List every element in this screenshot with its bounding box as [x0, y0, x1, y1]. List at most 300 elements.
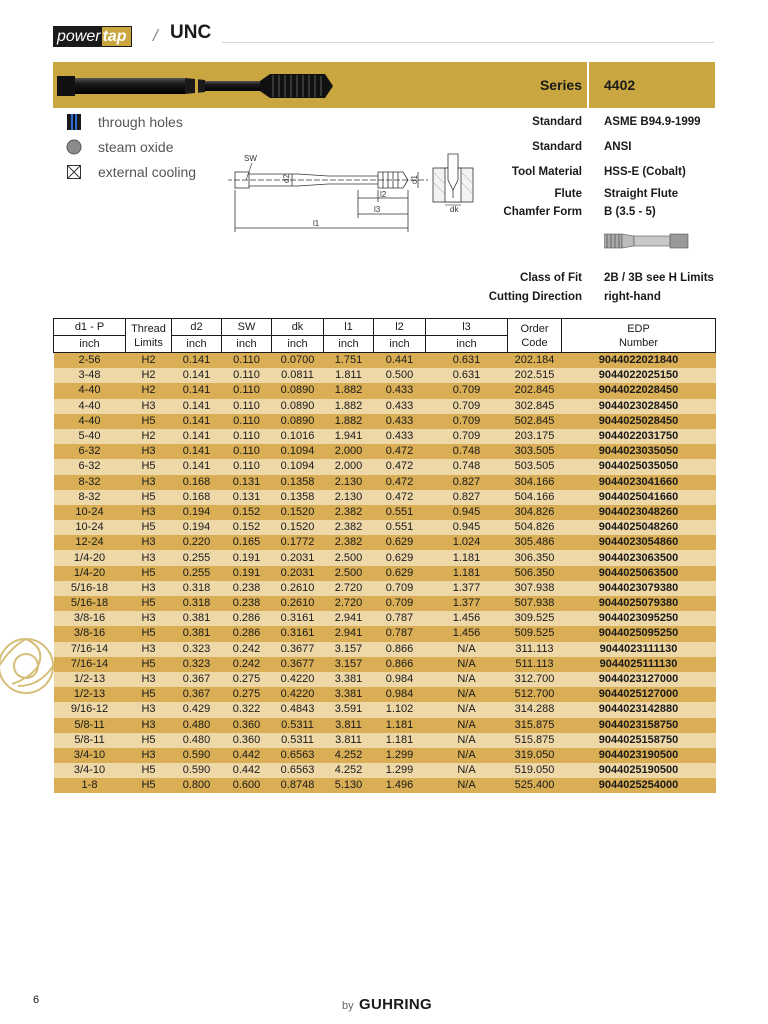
cell-l2: 0.866 [374, 642, 426, 657]
cell-l1: 2.130 [324, 475, 374, 490]
table-row [54, 429, 716, 444]
cell-d1p: 3/8-16 [54, 611, 126, 626]
cell-sw: 0.275 [222, 672, 272, 687]
cell-sw: 0.191 [222, 566, 272, 581]
col-header-d1p: d1 - P [54, 319, 126, 336]
col-unit-dk: inch [272, 336, 324, 353]
cell-l2: 0.787 [374, 626, 426, 641]
cell-l3: N/A [426, 733, 508, 748]
table-row [54, 368, 716, 383]
cell-thread-limit: H2 [126, 353, 172, 369]
cell-dk: 0.0890 [272, 399, 324, 414]
cell-l2: 1.496 [374, 778, 426, 793]
cell-order-code: 302.845 [508, 399, 562, 414]
cell-thread-limit: H3 [126, 581, 172, 596]
table-row [54, 505, 716, 520]
col-header-l1: l1 [324, 319, 374, 336]
col-header-l3: l3 [426, 319, 508, 336]
cell-d2: 0.255 [172, 550, 222, 565]
cell-edp-number: 9044025063500 [562, 566, 716, 581]
diagram-d1-label: d1 [410, 175, 419, 184]
table-row [54, 596, 716, 611]
cell-order-code: 315.875 [508, 718, 562, 733]
cell-dk: 0.3677 [272, 642, 324, 657]
cell-l2: 1.299 [374, 763, 426, 778]
cell-l1: 1.882 [324, 399, 374, 414]
table-row [54, 535, 716, 550]
cell-l1: 3.381 [324, 672, 374, 687]
cell-l3: 0.748 [426, 459, 508, 474]
cell-edp-number: 9044023035050 [562, 444, 716, 459]
cell-d1p: 5/8-11 [54, 718, 126, 733]
table-row [54, 520, 716, 535]
legend-through-holes [66, 114, 183, 130]
cell-dk: 0.1094 [272, 459, 324, 474]
cell-thread-limit: H3 [126, 399, 172, 414]
cell-l3: N/A [426, 702, 508, 717]
cell-l2: 0.500 [374, 368, 426, 383]
table-row [54, 718, 716, 733]
brand-logo [53, 26, 132, 47]
cell-l3: 0.748 [426, 444, 508, 459]
cell-l3: 0.945 [426, 505, 508, 520]
cell-d2: 0.141 [172, 399, 222, 414]
table-row [54, 550, 716, 565]
cell-d2: 0.800 [172, 778, 222, 793]
table-row [54, 748, 716, 763]
cell-thread-limit: H5 [126, 414, 172, 429]
cell-thread-limit: H3 [126, 702, 172, 717]
cell-thread-limit: H5 [126, 520, 172, 535]
cell-edp-number: 9044025190500 [562, 763, 716, 778]
cell-edp-number: 9044023028450 [562, 399, 716, 414]
cell-l3: 1.456 [426, 626, 508, 641]
cell-dk: 0.8748 [272, 778, 324, 793]
header-divider [222, 42, 714, 43]
legend-label: external cooling [98, 164, 197, 180]
cell-d2: 0.194 [172, 505, 222, 520]
cell-dk: 0.0890 [272, 383, 324, 398]
cell-l3: 0.827 [426, 490, 508, 505]
cell-order-code: 309.525 [508, 611, 562, 626]
cell-sw: 0.110 [222, 414, 272, 429]
cell-d2: 0.141 [172, 383, 222, 398]
cell-d2: 0.141 [172, 444, 222, 459]
cell-d1p: 9/16-12 [54, 702, 126, 717]
cell-d1p: 1/4-20 [54, 566, 126, 581]
cell-dk: 0.0700 [272, 353, 324, 369]
cell-order-code: 202.515 [508, 368, 562, 383]
cell-dk: 0.2031 [272, 566, 324, 581]
cell-thread-limit: H5 [126, 626, 172, 641]
cell-l2: 0.433 [374, 383, 426, 398]
legend-label: through holes [98, 114, 183, 130]
cell-d1p: 5/16-18 [54, 596, 126, 611]
cell-dk: 0.2610 [272, 596, 324, 611]
table-row [54, 444, 716, 459]
cell-l2: 0.433 [374, 414, 426, 429]
spec-value-class-of-fit: 2B / 3B see H Limits [604, 272, 714, 284]
cell-dk: 0.2031 [272, 550, 324, 565]
cell-thread-limit: H3 [126, 505, 172, 520]
cell-order-code: 509.525 [508, 626, 562, 641]
cell-d1p: 4-40 [54, 399, 126, 414]
cell-edp-number: 9044023048260 [562, 505, 716, 520]
cell-l1: 4.252 [324, 763, 374, 778]
col-header-edp-number [562, 319, 716, 353]
cell-l2: 0.472 [374, 459, 426, 474]
cell-sw: 0.110 [222, 383, 272, 398]
cell-order-code: 311.113 [508, 642, 562, 657]
cell-order-code: 202.184 [508, 353, 562, 369]
table-row [54, 414, 716, 429]
cell-l2: 0.433 [374, 399, 426, 414]
col-header-order-code [508, 319, 562, 353]
cell-d1p: 10-24 [54, 505, 126, 520]
brand-logo-part2: tap [102, 27, 131, 46]
cell-l3: N/A [426, 718, 508, 733]
cell-l3: N/A [426, 748, 508, 763]
table-row [54, 611, 716, 626]
table-row [54, 778, 716, 793]
spec-value-tool-material: HSS-E (Cobalt) [604, 166, 686, 178]
cell-thread-limit: H3 [126, 535, 172, 550]
table-row [54, 566, 716, 581]
cell-thread-limit: H5 [126, 778, 172, 793]
cell-l3: 1.024 [426, 535, 508, 550]
cell-d2: 0.381 [172, 611, 222, 626]
cell-sw: 0.275 [222, 687, 272, 702]
cell-sw: 0.165 [222, 535, 272, 550]
cell-edp-number: 9044022028450 [562, 383, 716, 398]
cell-d2: 0.590 [172, 748, 222, 763]
col-unit-d1p: inch [54, 336, 126, 353]
cell-d1p: 3/4-10 [54, 748, 126, 763]
cell-l2: 0.866 [374, 657, 426, 672]
cell-l3: N/A [426, 778, 508, 793]
cell-l2: 0.984 [374, 672, 426, 687]
cell-sw: 0.110 [222, 444, 272, 459]
cell-thread-limit: H5 [126, 566, 172, 581]
table-row [54, 399, 716, 414]
cell-l2: 0.787 [374, 611, 426, 626]
cell-sw: 0.442 [222, 748, 272, 763]
cell-sw: 0.110 [222, 368, 272, 383]
cell-sw: 0.238 [222, 596, 272, 611]
spec-key-standard-1: Standard [532, 116, 582, 128]
cell-thread-limit: H3 [126, 642, 172, 657]
cell-d1p: 10-24 [54, 520, 126, 535]
cell-l3: 1.181 [426, 566, 508, 581]
col-header-limits: Limits [134, 336, 163, 349]
cell-dk: 0.5311 [272, 718, 324, 733]
cell-l1: 1.751 [324, 353, 374, 369]
cell-l1: 4.252 [324, 748, 374, 763]
tap-dimension-diagram [228, 150, 488, 240]
tap-cross-section-watermark [0, 628, 60, 704]
cell-d2: 0.141 [172, 414, 222, 429]
cell-l2: 0.472 [374, 475, 426, 490]
cell-d1p: 1-8 [54, 778, 126, 793]
spec-key-cutting-direction: Cutting Direction [488, 291, 582, 303]
cell-d1p: 2-56 [54, 353, 126, 369]
cell-edp-number: 9044022021840 [562, 353, 716, 369]
cell-l2: 1.102 [374, 702, 426, 717]
diagram-l2-label: l2 [380, 190, 387, 199]
cell-l1: 2.720 [324, 581, 374, 596]
cell-l1: 3.591 [324, 702, 374, 717]
cell-sw: 0.242 [222, 657, 272, 672]
cell-sw: 0.110 [222, 459, 272, 474]
cell-d2: 0.480 [172, 733, 222, 748]
cell-d1p: 1/2-13 [54, 672, 126, 687]
cell-thread-limit: H5 [126, 733, 172, 748]
cell-l2: 0.551 [374, 505, 426, 520]
cell-sw: 0.110 [222, 399, 272, 414]
cell-d1p: 1/4-20 [54, 550, 126, 565]
cell-edp-number: 9044023111130 [562, 642, 716, 657]
cell-dk: 0.3677 [272, 657, 324, 672]
table-row [54, 657, 716, 672]
cell-sw: 0.110 [222, 353, 272, 369]
legend-steam-oxide [66, 139, 173, 155]
cell-d2: 0.141 [172, 459, 222, 474]
cell-order-code: 504.166 [508, 490, 562, 505]
cell-d2: 0.323 [172, 657, 222, 672]
cell-l1: 3.811 [324, 718, 374, 733]
cell-thread-limit: H3 [126, 611, 172, 626]
footer-by: by [342, 1000, 354, 1012]
cell-d2: 0.220 [172, 535, 222, 550]
cell-sw: 0.131 [222, 490, 272, 505]
cell-edp-number: 9044023127000 [562, 672, 716, 687]
spec-value-flute: Straight Flute [604, 188, 679, 200]
edp-table-body [54, 353, 716, 794]
cell-l2: 0.441 [374, 353, 426, 369]
page-number: 6 [33, 994, 40, 1006]
cell-edp-number: 9044022031750 [562, 429, 716, 444]
cell-l3: N/A [426, 687, 508, 702]
cell-edp-number: 9044023190500 [562, 748, 716, 763]
cell-l2: 0.629 [374, 566, 426, 581]
col-header-thread-limits [126, 319, 172, 353]
cell-dk: 0.0811 [272, 368, 324, 383]
cell-edp-number: 9044023054860 [562, 535, 716, 550]
cell-d1p: 8-32 [54, 490, 126, 505]
cell-order-code: 202.845 [508, 383, 562, 398]
diagram-dk-label: dk [450, 205, 459, 214]
cell-dk: 0.3161 [272, 611, 324, 626]
cell-l2: 0.472 [374, 444, 426, 459]
cell-l3: 0.631 [426, 353, 508, 369]
cell-sw: 0.191 [222, 550, 272, 565]
cell-thread-limit: H3 [126, 550, 172, 565]
cell-l1: 5.130 [324, 778, 374, 793]
cell-order-code: 511.113 [508, 657, 562, 672]
col-header-sw: SW [222, 319, 272, 336]
col-header-order: Order [520, 322, 549, 335]
cell-dk: 0.6563 [272, 763, 324, 778]
series-label: Series [539, 77, 582, 93]
diagram-l3-label: l3 [374, 205, 381, 214]
cell-thread-limit: H3 [126, 748, 172, 763]
external-cooling-icon [66, 164, 82, 180]
spec-key-chamfer-form: Chamfer Form [503, 206, 582, 218]
cell-order-code: 519.050 [508, 763, 562, 778]
cell-thread-limit: H3 [126, 475, 172, 490]
cell-d1p: 8-32 [54, 475, 126, 490]
cell-order-code: 304.826 [508, 505, 562, 520]
spec-key-standard-2: Standard [532, 141, 582, 153]
cell-l3: N/A [426, 763, 508, 778]
cell-dk: 0.1520 [272, 505, 324, 520]
cell-sw: 0.238 [222, 581, 272, 596]
cell-d2: 0.168 [172, 490, 222, 505]
col-header-number: Number [618, 336, 659, 349]
cell-l1: 2.382 [324, 505, 374, 520]
cell-l1: 2.941 [324, 611, 374, 626]
cell-l2: 0.629 [374, 550, 426, 565]
table-row [54, 626, 716, 641]
col-unit-l2: inch [374, 336, 426, 353]
cell-l3: 1.181 [426, 550, 508, 565]
cell-l1: 3.811 [324, 733, 374, 748]
cell-thread-limit: H3 [126, 672, 172, 687]
cell-dk: 0.1358 [272, 490, 324, 505]
cell-dk: 0.1358 [272, 475, 324, 490]
cell-order-code: 306.350 [508, 550, 562, 565]
table-row [54, 475, 716, 490]
cell-edp-number: 9044025035050 [562, 459, 716, 474]
cell-d2: 0.323 [172, 642, 222, 657]
cell-dk: 0.6563 [272, 748, 324, 763]
cell-thread-limit: H5 [126, 687, 172, 702]
cell-edp-number: 9044025127000 [562, 687, 716, 702]
cell-edp-number: 9044025254000 [562, 778, 716, 793]
cell-sw: 0.442 [222, 763, 272, 778]
cell-d1p: 6-32 [54, 444, 126, 459]
cell-sw: 0.152 [222, 520, 272, 535]
cell-thread-limit: H3 [126, 444, 172, 459]
table-row [54, 581, 716, 596]
brand-logo-part1: power [54, 27, 102, 46]
spec-value-chamfer-form: B (3.5 - 5) [604, 206, 656, 218]
cell-l1: 3.157 [324, 657, 374, 672]
cell-d1p: 3/8-16 [54, 626, 126, 641]
tap-product-image [55, 66, 345, 106]
cell-order-code: 503.505 [508, 459, 562, 474]
cell-l3: N/A [426, 672, 508, 687]
col-header-l2: l2 [374, 319, 426, 336]
cell-l3: 0.709 [426, 414, 508, 429]
cell-l3: 1.377 [426, 581, 508, 596]
cell-d1p: 4-40 [54, 414, 126, 429]
cell-l1: 1.811 [324, 368, 374, 383]
cell-d1p: 5-40 [54, 429, 126, 444]
company-logo: GUHRING [359, 996, 432, 1013]
cell-order-code: 203.175 [508, 429, 562, 444]
cell-l3: 0.827 [426, 475, 508, 490]
series-number: 4402 [604, 77, 636, 93]
table-row [54, 702, 716, 717]
cell-order-code: 506.350 [508, 566, 562, 581]
col-header-thread: Thread [131, 322, 166, 335]
cell-l1: 2.941 [324, 626, 374, 641]
cell-d2: 0.429 [172, 702, 222, 717]
cell-order-code: 525.400 [508, 778, 562, 793]
cell-sw: 0.131 [222, 475, 272, 490]
cell-dk: 0.0890 [272, 414, 324, 429]
cell-sw: 0.286 [222, 611, 272, 626]
cell-order-code: 502.845 [508, 414, 562, 429]
cell-d2: 0.141 [172, 368, 222, 383]
cell-l2: 0.551 [374, 520, 426, 535]
cell-d2: 0.480 [172, 718, 222, 733]
cell-dk: 0.1016 [272, 429, 324, 444]
cell-l2: 1.181 [374, 718, 426, 733]
legend-external-cooling [66, 164, 196, 180]
cell-l2: 0.472 [374, 490, 426, 505]
cell-l2: 0.709 [374, 581, 426, 596]
cell-edp-number: 9044025158750 [562, 733, 716, 748]
cell-sw: 0.600 [222, 778, 272, 793]
cell-d1p: 3/4-10 [54, 763, 126, 778]
cell-l2: 1.299 [374, 748, 426, 763]
cell-edp-number: 9044025079380 [562, 596, 716, 611]
legend-label: steam oxide [98, 139, 174, 155]
cell-sw: 0.110 [222, 429, 272, 444]
cell-thread-limit: H5 [126, 490, 172, 505]
cell-edp-number: 9044025048260 [562, 520, 716, 535]
cell-dk: 0.4220 [272, 687, 324, 702]
cell-thread-limit: H3 [126, 718, 172, 733]
cell-d2: 0.318 [172, 596, 222, 611]
cell-d2: 0.141 [172, 429, 222, 444]
cell-d1p: 7/16-14 [54, 657, 126, 672]
cell-edp-number: 9044023095250 [562, 611, 716, 626]
cell-l1: 1.941 [324, 429, 374, 444]
cell-l1: 2.500 [324, 550, 374, 565]
cell-order-code: 305.486 [508, 535, 562, 550]
table-row [54, 459, 716, 474]
cell-l1: 2.000 [324, 459, 374, 474]
cell-d2: 0.381 [172, 626, 222, 641]
brand-slash: / [153, 26, 158, 45]
cell-edp-number: 9044023079380 [562, 581, 716, 596]
table-row [54, 642, 716, 657]
cell-sw: 0.360 [222, 718, 272, 733]
cell-thread-limit: H2 [126, 383, 172, 398]
cell-thread-limit: H5 [126, 763, 172, 778]
cell-edp-number: 9044023142880 [562, 702, 716, 717]
cell-l1: 2.000 [324, 444, 374, 459]
cell-l1: 1.882 [324, 414, 374, 429]
cell-l1: 2.382 [324, 520, 374, 535]
cell-dk: 0.4843 [272, 702, 324, 717]
chamfer-form-icon [604, 226, 690, 256]
cell-order-code: 507.938 [508, 596, 562, 611]
cell-d1p: 5/8-11 [54, 733, 126, 748]
cell-d2: 0.194 [172, 520, 222, 535]
cell-order-code: 319.050 [508, 748, 562, 763]
cell-dk: 0.1520 [272, 520, 324, 535]
cell-order-code: 303.505 [508, 444, 562, 459]
cell-d1p: 4-40 [54, 383, 126, 398]
cell-l2: 1.181 [374, 733, 426, 748]
cell-d2: 0.318 [172, 581, 222, 596]
diagram-l1-label: l1 [313, 219, 320, 228]
cell-edp-number: 9044022025150 [562, 368, 716, 383]
